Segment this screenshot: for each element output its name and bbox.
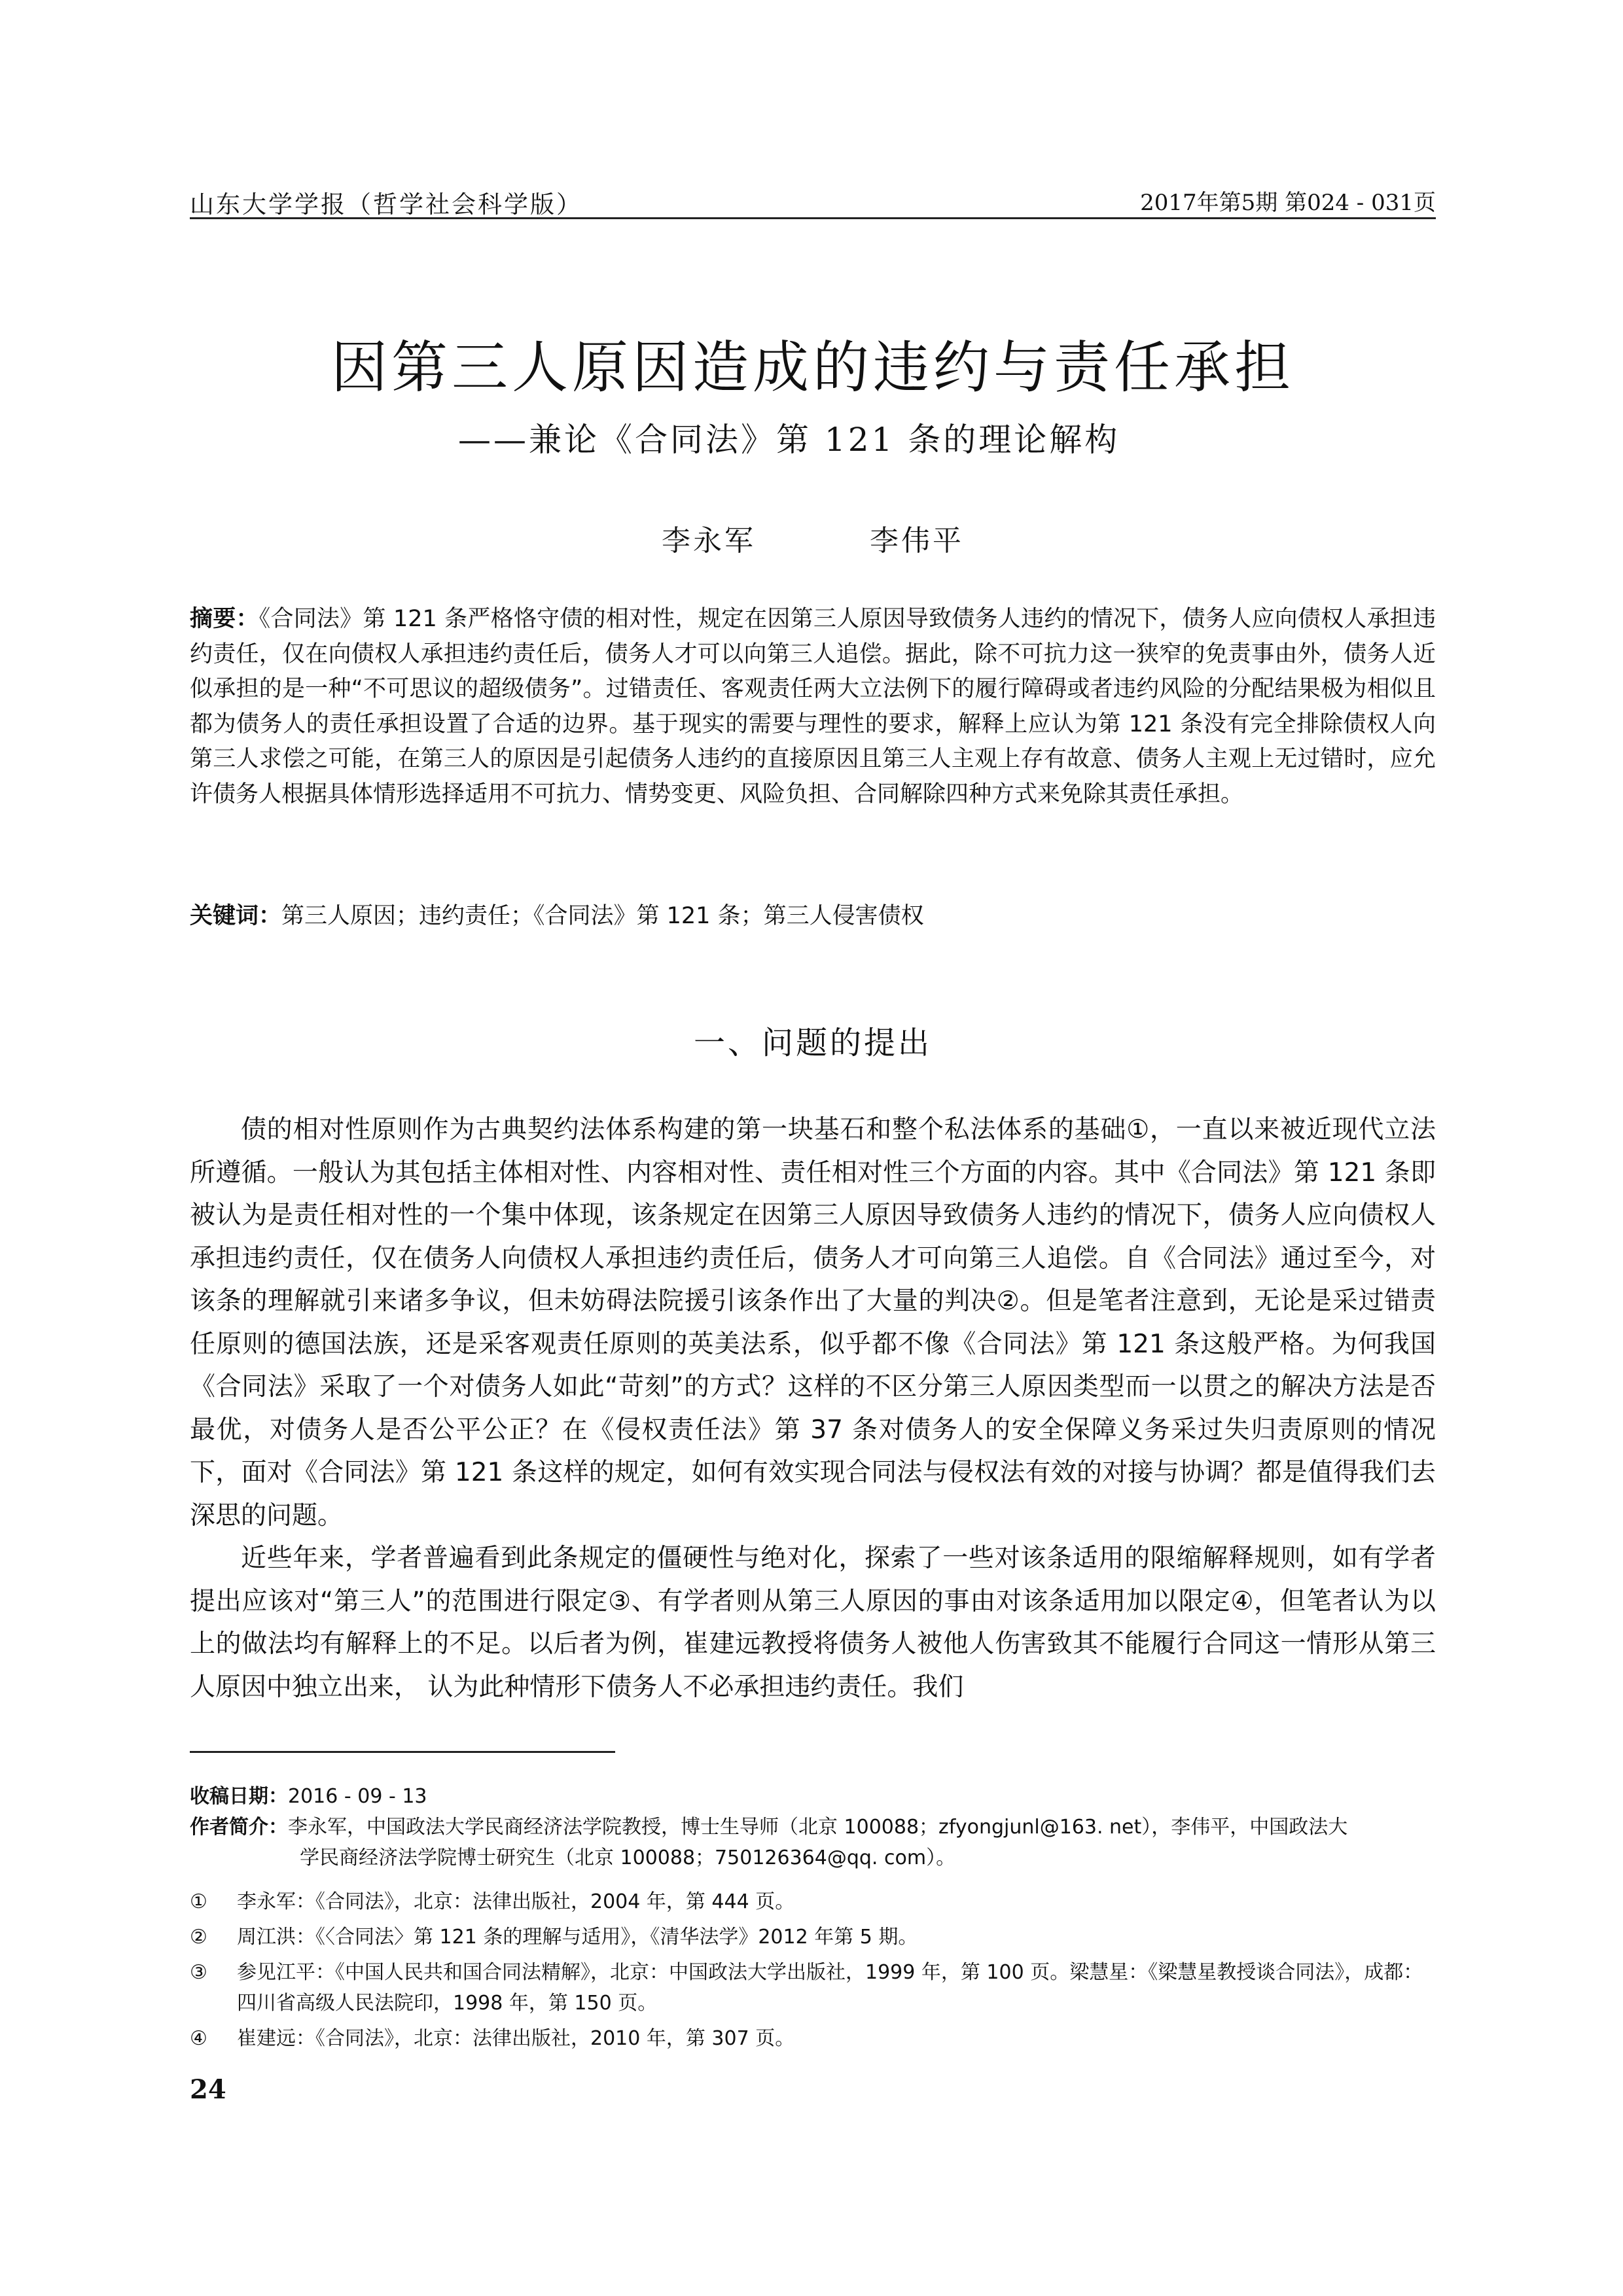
footnote-text: 周江洪：《〈合同法〉第 121 条的理解与适用》，《清华法学》2012 年第 5 期。 [237,1926,918,1949]
author-names: 李永军 李伟平 [662,524,964,557]
issue-info: 2017年第5期 第024 - 031页 [1140,190,1436,216]
footnote-text: 李永军：《合同法》，北京：法律出版社，2004 年，第 444 页。 [237,1890,795,1913]
footnote [190,1957,1436,2019]
abstract-label: 摘要： [190,606,259,632]
page-number: 24 [190,2074,226,2105]
author-bio-label: 作者简介： [190,1816,288,1839]
footnote-divider [190,1751,615,1753]
body-paragraph: 近些年来，学者普遍看到此条规定的僵硬性与绝对化，探索了一些对该条适用的限缩解释规则，如有学者提出应该对“第三人”的范围进行限定③、有学者则从第三人原因的事由对该条适用加以限定④，但笔者认为以上的做法均有解释上的不足。以后者为例，崔建远教授将债务人被他人伤害致其不能履行合同这一情形从第三人原因中独立出来， 认为此种情形下债务人不必承担违约责任。我们 [190,1544,1436,1702]
body-text [190,1108,1436,1708]
footnote-marker: ① [190,1890,207,1913]
footnote-marker: ④ [190,2027,207,2050]
author-bio-continued [190,1843,1436,1873]
footnote-marker: ③ [190,1961,207,1984]
abstract [190,602,1436,812]
footnote-text: 参见江平：《中国人民共和国合同法精解》，北京：中国政法大学出版社，1999 年，第 100 页。梁慧星：《梁慧星教授谈合同法》，成都：四川省高级人民法院印，1998 年，第 150 页。 [237,1961,1423,2015]
body-paragraph: 债的相对性原则作为古典契约法体系构建的第一块基石和整个私法体系的基础①，一直以来被近现代立法所遵循。一般认为其包括主体相对性、内容相对性、责任相对性三个方面的内容。其中《合同法》第 121 条即被认为是责任相对性的一个集中体现，该条规定在因第三人原因导致债务人违约的情况下，债务人应向债权人承担违约责任，仅在债务人向债权人承担违约责任后，债务人才可向第三人追偿。自《合同法》通过至今，对该条的理解就引来诸多争议，但未妨碍法院援引该条作出了大量的判决②。但是笔者注意到，无论是采过错责任原则的德国法族，还是采客观责任原则的英美法系，似乎都不像《合同法》第 121 条这般严格。为何我国《合同法》采取了一个对债务人如此“苛刻”的方式？这样的不区分第三人原因类型而一以贯之的解决方法是否最优，对债务人是否公平公正？在《侵权责任法》第 37 条对债务人的安全保障义务采过失归责原则的情况下，面对《合同法》第 121 条这样的规定，如何有效实现合同法与侵权法有效的对接与协调？都是值得我们去深思的问题。 [190,1115,1436,1530]
keywords-text: 第三人原因；违约责任；《合同法》第 121 条；第三人侵害债权 [281,903,924,929]
received-date [190,1781,1436,1812]
footnote [190,1886,1436,1917]
journal-name: 山东大学学报（哲学社会科学版） [190,190,582,219]
keywords [190,899,1436,934]
footnotes [190,1886,1436,2058]
article-title: 因第三人原因造成的违约与责任承担 [331,335,1294,400]
received-label: 收稿日期： [190,1785,288,1808]
footnote-text: 崔建远：《合同法》，北京：法律出版社，2010 年，第 307 页。 [237,2027,795,2050]
footnote [190,1922,1436,1952]
footnote [190,2023,1436,2054]
author-bio-line2: 学民商经济法学院博士研究生（北京 100088；750126364@qq. com）。 [300,1846,956,1869]
article-subtitle: ——兼论《合同法》第 121 条的理论解构 [458,421,1120,459]
abstract-text: 《合同法》第 121 条严格恪守债的相对性，规定在因第三人原因导致债务人违约的情况下，债务人应向债权人承担违约责任，仅在向债权人承担违约责任后，债务人才可以向第三人追偿。据此，除不可抗力这一狭窄的免责事由外，债务人近似承担的是一种“不可思议的超级债务”。过错责任、客观责任两大立法例下的履行障碍或者违约风险的分配结果极为相似且都为债务人的责任承担设置了合适的边界。基于现实的需要与理性的要求，解释上应认为第 121 条没有完全排除债权人向第三人求偿之可能，在第三人的原因是引起债务人违约的直接原因且第三人主观上存有故意、债务人主观上无过错时，应允许债务人根据具体情形选择适用不可抗力、情势变更、风险负担、合同解除四种方式来免除其责任承担。 [190,606,1436,807]
received-value: 2016 - 09 - 13 [288,1785,427,1808]
section-heading: 一、问题的提出 [693,1025,932,1061]
keywords-label: 关键词： [190,903,282,929]
author-bio [190,1812,1436,1843]
author-bio-line1: 李永军，中国政法大学民商经济法学院教授，博士生导师（北京 100088；zfyongjunl@163. net），李伟平，中国政法大 [288,1816,1348,1839]
article-meta [190,1781,1436,1873]
running-header [190,185,1436,219]
footnote-marker: ② [190,1926,207,1949]
